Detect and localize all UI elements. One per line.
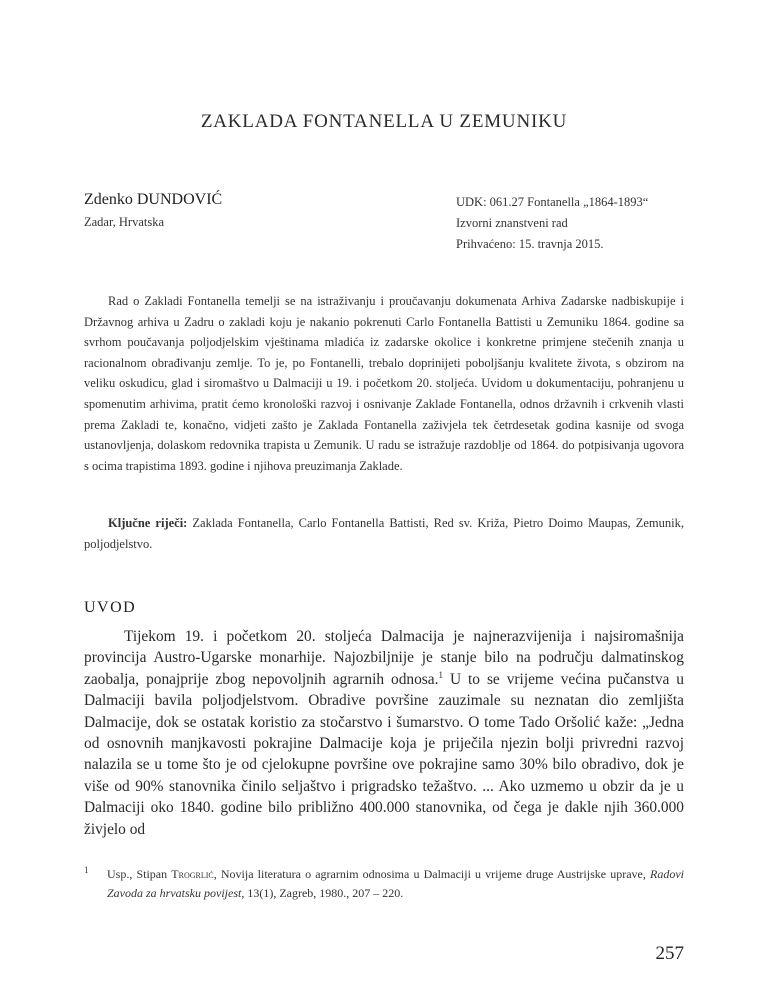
footnote	[84, 865, 684, 903]
page-number: 257	[655, 943, 684, 964]
body-text-part2: U to se vrijeme većina pučanstva u Dalmaciji bavila poljodjelstvom. Obradive površine zauzimale su neznatan dio zemljišta Dalmacije, dok se ostatak koristio za stočarstvo i šumarstvo. O tome Tado Oršolić kaže: „Jedna od osnovnih manjkavosti pokrajine Dalmacije koja je priječila njezin bolji privredni razvoj nalazila se u tome što je od cjelokupne površine ove pokrajine samo 30% bilo obradivo, dok je više od 90% stanovnika činilo seljaštvo i prigradsko težaštvo. ... Ako uzmemo u obzir da je u Dalmaciji oko 1840. godine bilo približno 400.000 stanovnika, od čega je dakle njih 360.000 živjelo od	[84, 670, 685, 838]
author-name: Zdenko DUNDOVIĆ	[84, 191, 223, 208]
footnote-title: , Novija literatura o agrarnim odnosima u Dalmaciji u vrijeme druge Austrijske uprave,	[213, 867, 651, 881]
author-block	[84, 191, 222, 230]
accepted-date: Prihvaćeno: 15. travnja 2015.	[456, 237, 604, 251]
footnote-number: 1	[84, 865, 89, 875]
article-type: Izvorni znanstveni rad	[456, 216, 568, 230]
author-affiliation: Zadar, Hrvatska	[84, 215, 165, 229]
footnote-author: Trogrlić	[171, 867, 214, 881]
abstract: Rad o Zakladi Fontanella temelji se na istraživanju i proučavanju dokumenata Arhiva Zadarske nadbiskupije i Državnog arhiva u Zadru o zakladi koju je nakanio pokrenuti Carlo Fontanella Battisti u Zemuniku 1864. godine sa svrhom poučavanja poljodjelskim vještinama mladića iz zadarske okolice i konkretne primjene stečenih znanja u racionalnom obrađivanju zemlje. To je, po Fontanelli, trebalo doprinijeti poboljšanju kvalitete života, s obzirom na veliku oskudicu, glad i siromaštvo u Dalmaciji u 19. i početkom 20. stoljeća. Uvidom u dokumentaciju, pohranjenu u spomenutim arhivima, pratit ćemo kronološki razvoj i osnivanje Zaklade Fontanella, odnos državnih i crkvenih vlasti prema Zakladi te, konačno, vidjeti zašto je Zaklada Fontanella zaživjela tek četrdesetak godina kasnije od svoga ustanovljenja, dolaskom redovnika trapista u Zemunik. U radu se istražuje razdoblje od 1864. do potpisivanja ugovora s ocima trapistima 1893. godine i njihova preuzimanja Zaklade.	[84, 294, 684, 473]
footnote-text	[107, 865, 684, 903]
section-heading: UVOD	[84, 599, 137, 616]
footnote-journal: Radovi Zavoda za hrvatsku povijest	[107, 867, 685, 900]
keywords	[84, 513, 684, 554]
keywords-text: Zaklada Fontanella, Carlo Fontanella Battisti, Red sv. Križa, Pietro Doimo Maupas, Zemunik, poljodjelstvo.	[84, 516, 684, 551]
footnote-citation: , 13(1), Zagreb, 1980., 207 – 220.	[241, 886, 404, 900]
footnote-prefix: Usp., Stipan	[107, 867, 172, 881]
body-text-part1: Tijekom 19. i početkom 20. stoljeća Dalmacija je najnerazvijenija i najsiromašnija provincija Austro-Ugarske monarhije. Najozbiljnije je stanje bilo na području dalmatinskog zaobalja, ponajprije zbog nepovoljnih agrarnih odnosa.	[84, 628, 684, 688]
udk-code: UDK: 061.27 Fontanella „1864-1893“	[456, 195, 649, 209]
article-title: ZAKLADA FONTANELLA U ZEMUNIKU	[200, 111, 568, 132]
body-paragraph	[84, 626, 684, 840]
article-metadata	[456, 192, 648, 255]
footnote-reference[interactable]: 1	[438, 669, 443, 680]
keywords-label: Ključne riječi:	[108, 516, 188, 530]
